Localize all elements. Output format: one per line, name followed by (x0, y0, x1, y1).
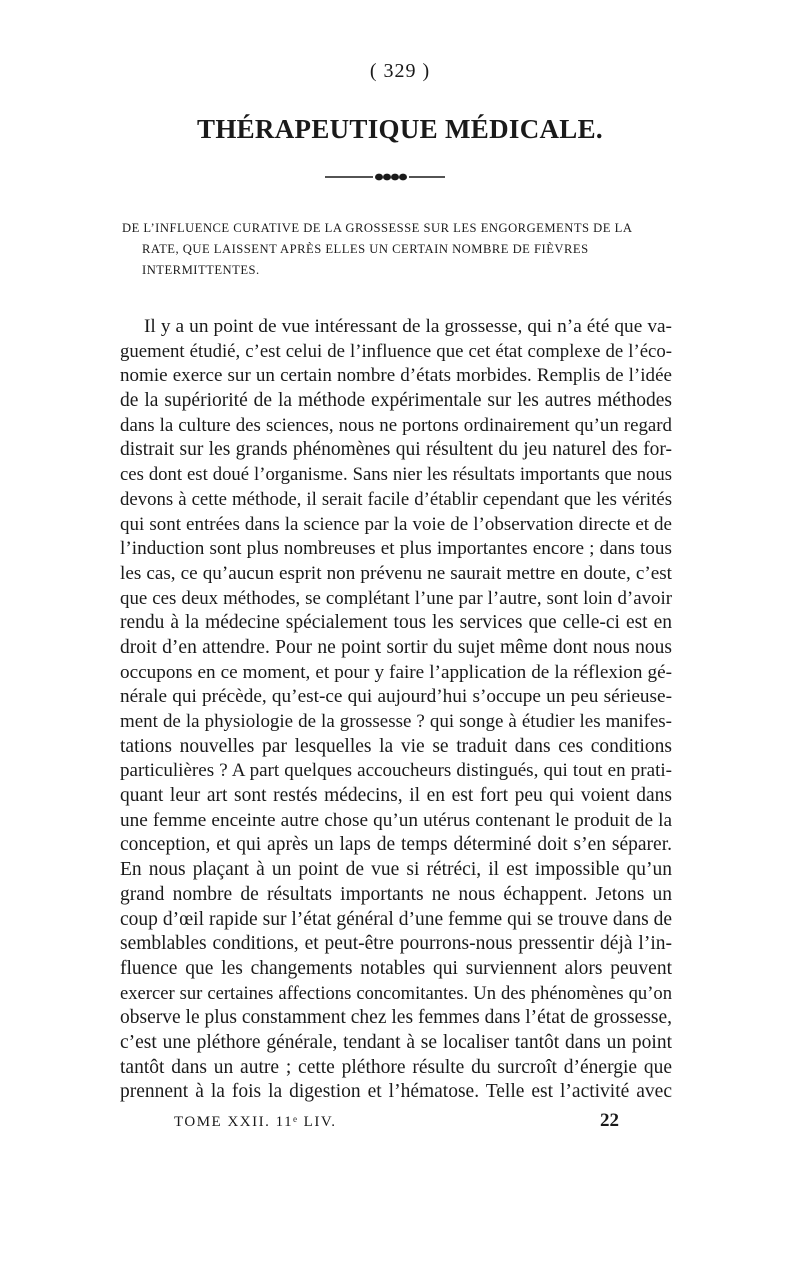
text-line: les cas, ce qu’aucun esprit non prévenu ne saurait mettre en doute, c’est (120, 562, 672, 584)
ornament-bead (375, 174, 383, 181)
text-line: occupons en ce moment, et pour y faire l’application de la réflexion gé- (120, 661, 672, 683)
text-line: fluence que les changements notables qui surviennent alors peuvent (120, 957, 672, 979)
ornament-bead (391, 174, 399, 181)
text-line: Il y a un point de vue intéressant de la grossesse, qui n’a été que va- (144, 316, 672, 337)
text-line: exercer sur certaines affections concomitantes. Un des phénomènes qu’on (120, 982, 672, 1004)
text-line: nérale qui précède, qu’est-ce qui aujourd’hui s’occupe un peu sérieuse- (120, 686, 672, 708)
section-title: THÉRAPEUTIQUE MÉDICALE. (197, 114, 603, 144)
text-line: distrait sur les grands phénomènes qui résultent du jeu naturel des for- (120, 439, 672, 461)
text-line: que ces deux méthodes, se complétant l’une par l’autre, sont loin d’avoir (120, 587, 672, 609)
body-text (120, 315, 672, 1105)
article-heading (122, 218, 670, 281)
text-line: coup d’œil rapide sur l’état général d’une femme qui se trouve dans de (120, 908, 672, 930)
text-line: semblables conditions, et peut-être pourrons-nous pressentir déjà l’in- (120, 933, 672, 955)
text-line: l’induction sont plus nombreuses et plus importantes encore ; dans tous (120, 538, 672, 560)
text-line: particulières ? A part quelques accoucheurs distingués, qui tout en prati- (120, 760, 672, 782)
ornament-bead (383, 174, 391, 181)
text-line: conception, et qui après un laps de temps déterminé doit s’en séparer. (120, 834, 672, 856)
text-line: ment de la physiologie de la grossesse ? qui songe à étudier les manifes- (120, 711, 672, 732)
article-heading-line: INTERMITTENTES. (142, 263, 260, 277)
ornament-bead (399, 174, 407, 181)
text-line: tations nouvelles par lesquelles la vie se traduit dans ces conditions (120, 735, 672, 757)
article-heading-line: RATE, QUE LAISSENT APRÈS ELLES UN CERTAIN NOMBRE DE FIÈVRES (142, 242, 589, 256)
text-line: quant leur art sont restés médecins, il en est fort peu qui voient dans (120, 785, 672, 807)
text-line: ces dont est doué l’organisme. Sans nier les résultats importants que nous (120, 464, 672, 486)
signature-mark: 22 (600, 1110, 619, 1131)
text-line: grand nombre de résultats importants ne nous échappent. Jetons un (120, 883, 672, 905)
article-heading-line: DE L’INFLUENCE CURATIVE DE LA GROSSESSE SUR LES ENGORGEMENTS DE LA (122, 221, 633, 235)
text-line: En nous plaçant à un point de vue si rétréci, il est impossible qu’un (120, 859, 672, 881)
text-line: dans la culture des sciences, nous ne portons ordinairement qu’un regard (120, 414, 672, 436)
text-line: de la supériorité de la méthode expérimentale sur les autres méthodes (120, 390, 672, 412)
text-line: tantôt dans un autre ; cette pléthore résulte du surcroît d’énergie que (120, 1056, 672, 1078)
page-number: ( 329 ) (369, 60, 431, 82)
text-line: rendu à la médecine spécialement tous les services que celle-ci est en (120, 612, 672, 634)
text-line: qui sont entrées dans la science par la voie de l’observation directe et de (120, 513, 672, 535)
text-line: une femme enceinte autre chose qu’un utérus contenant le produit de la (120, 809, 672, 831)
signature: TOME XXII. 11ᵉ LIV. (174, 1114, 337, 1130)
text-line: devons à cette méthode, il serait facile d’établir cependant que les vérités (120, 488, 672, 510)
text-line: prennent à la fois la digestion et l’hématose. Telle est l’activité avec (120, 1081, 672, 1103)
text-line: observe le plus constamment chez les femmes dans l’état de grossesse, (120, 1007, 672, 1029)
text-line: droit d’en attendre. Pour ne point sortir du sujet même dont nous nous (120, 636, 672, 658)
text-line: guement étudié, c’est celui de l’influence que cet état complexe de l’éco- (120, 340, 672, 362)
text-line: c’est une pléthore générale, tendant à se localiser tantôt dans un point (120, 1031, 672, 1053)
ornament-divider (325, 170, 445, 184)
text-line: nomie exerce sur un certain nombre d’états morbides. Remplis de l’idée (120, 365, 672, 387)
